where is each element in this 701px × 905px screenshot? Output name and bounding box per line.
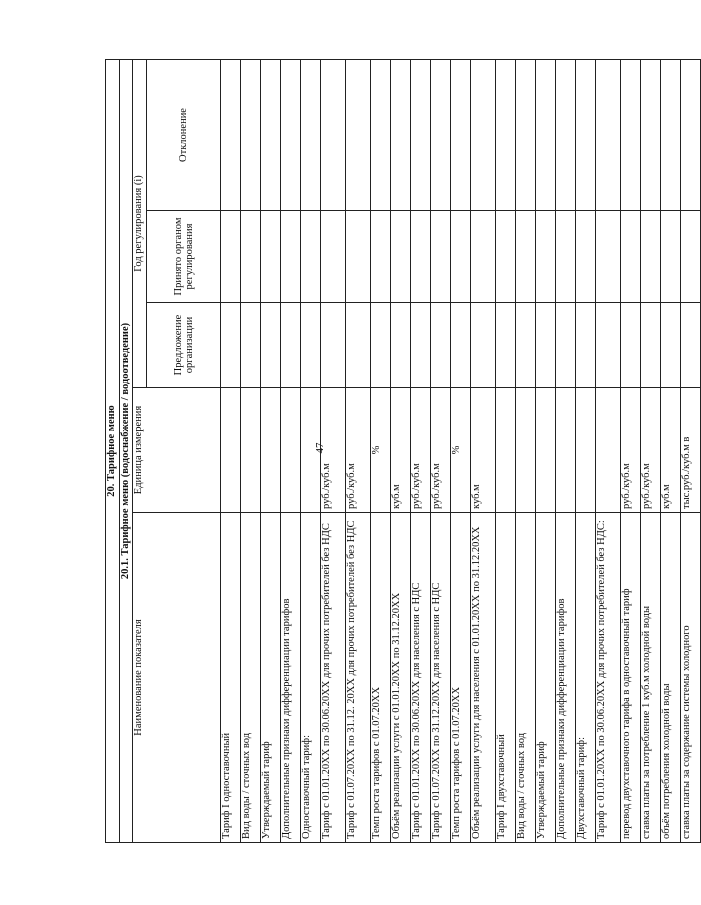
row-unit: руб./куб.м	[346, 388, 371, 513]
row-unit: куб.м	[661, 388, 681, 513]
row-proposal	[576, 303, 596, 388]
row-name: Вид воды / сточных вод	[516, 513, 536, 843]
row-accepted	[641, 211, 661, 303]
row-unit: тыс.руб./куб.м в	[681, 388, 701, 513]
row-accepted	[346, 211, 371, 303]
table-row	[221, 59, 241, 842]
row-accepted	[681, 211, 701, 303]
row-unit	[261, 388, 281, 513]
table-row	[536, 59, 556, 842]
row-proposal	[261, 303, 281, 388]
table-row	[556, 59, 576, 842]
header-accepted: Принято органом регулирования	[147, 211, 221, 303]
table-row	[241, 59, 261, 842]
table-row	[431, 59, 451, 842]
row-deviation	[321, 59, 346, 210]
row-name: Утверждаемый тариф	[536, 513, 556, 843]
row-deviation	[471, 59, 496, 210]
row-proposal	[346, 303, 371, 388]
row-deviation	[261, 59, 281, 210]
row-deviation	[411, 59, 431, 210]
row-accepted	[261, 211, 281, 303]
row-proposal	[471, 303, 496, 388]
row-deviation	[641, 59, 661, 210]
row-unit: руб./куб.м	[431, 388, 451, 513]
row-accepted	[596, 211, 621, 303]
row-accepted	[221, 211, 241, 303]
row-unit	[301, 388, 321, 513]
row-unit: руб./куб.м	[621, 388, 641, 513]
row-name: Объём реализации услуги с 01.01.20ХХ по 31.12.20ХХ	[391, 513, 411, 843]
table-row	[641, 59, 661, 842]
row-accepted	[576, 211, 596, 303]
row-deviation	[621, 59, 641, 210]
row-deviation	[681, 59, 701, 210]
row-deviation	[556, 59, 576, 210]
row-name: Темп роста тарифов с 01.07.20ХХ	[451, 513, 471, 843]
row-proposal	[516, 303, 536, 388]
row-name: объём потребления холодной воды	[661, 513, 681, 843]
table-row	[576, 59, 596, 842]
row-name: ставка платы за потребление 1 куб.м холодной воды	[641, 513, 661, 843]
row-unit	[516, 388, 536, 513]
row-deviation	[576, 59, 596, 210]
row-unit: руб./куб.м	[321, 388, 346, 513]
row-accepted	[391, 211, 411, 303]
row-deviation	[221, 59, 241, 210]
row-proposal	[301, 303, 321, 388]
table-row	[261, 59, 281, 842]
row-deviation	[281, 59, 301, 210]
row-name: Тариф I одноставочный	[221, 513, 241, 843]
row-name: Темп роста тарифов с 01.07.20ХХ	[371, 513, 391, 843]
row-proposal	[536, 303, 556, 388]
row-deviation	[241, 59, 261, 210]
row-accepted	[451, 211, 471, 303]
row-name: перевод двухставочного тарифа в одноставочный тариф	[621, 513, 641, 843]
row-proposal	[321, 303, 346, 388]
row-accepted	[241, 211, 261, 303]
row-proposal	[496, 303, 516, 388]
table-row	[661, 59, 681, 842]
row-accepted	[411, 211, 431, 303]
row-unit: руб./куб.м	[411, 388, 431, 513]
row-accepted	[431, 211, 451, 303]
row-deviation	[346, 59, 371, 210]
table-row	[391, 59, 411, 842]
table-row	[281, 59, 301, 842]
table-row	[371, 59, 391, 842]
header-deviation: Отклонение	[147, 59, 221, 210]
row-deviation	[496, 59, 516, 210]
row-proposal	[391, 303, 411, 388]
row-proposal	[431, 303, 451, 388]
row-proposal	[641, 303, 661, 388]
table-subtitle: 20.1. Тарифное меню (водоснабжение / водоотведение)	[120, 59, 133, 842]
row-unit	[221, 388, 241, 513]
row-proposal	[661, 303, 681, 388]
row-deviation	[431, 59, 451, 210]
row-deviation	[391, 59, 411, 210]
row-name: Дополнительные признаки дифференциации тарифов	[281, 513, 301, 843]
row-unit: куб.м	[391, 388, 411, 513]
row-name: Одноставочный тариф:	[301, 513, 321, 843]
row-name: Тариф I двухставочный	[496, 513, 516, 843]
row-deviation	[301, 59, 321, 210]
table-row	[346, 59, 371, 842]
table-title: 20. Тарифное меню	[106, 59, 120, 842]
row-name: Дополнительные признаки дифференциации тарифов	[556, 513, 576, 843]
tariff-menu-table	[105, 59, 701, 843]
header-proposal: Предложение организации	[147, 303, 221, 388]
row-name: Тариф с 01.01.20ХХ по 30.06.20ХХ для прочих потребителей без НДС	[321, 513, 346, 843]
row-deviation	[451, 59, 471, 210]
row-name: Вид воды / сточных вод	[241, 513, 261, 843]
row-proposal	[411, 303, 431, 388]
row-unit: руб./куб.м	[641, 388, 661, 513]
row-proposal	[281, 303, 301, 388]
row-proposal	[221, 303, 241, 388]
row-deviation	[536, 59, 556, 210]
row-unit	[556, 388, 576, 513]
table-row	[301, 59, 321, 842]
table-row	[411, 59, 431, 842]
row-accepted	[621, 211, 641, 303]
row-proposal	[241, 303, 261, 388]
row-unit: куб.м	[471, 388, 496, 513]
row-proposal	[451, 303, 471, 388]
row-name: Тариф с 01.07.20ХХ по 31.12.20ХХ для населения с НДС	[431, 513, 451, 843]
table-row	[471, 59, 496, 842]
table-row	[516, 59, 536, 842]
header-unit: Единица измерения	[133, 388, 221, 513]
tariff-menu-table-rotated	[105, 60, 692, 843]
row-name: ставка платы за содержание системы холодного	[681, 513, 701, 843]
row-deviation	[371, 59, 391, 210]
row-name: Тариф с 01.07.20ХХ по 31.12. 20ХХ для прочих потребителей без НДС	[346, 513, 371, 843]
table-row	[321, 59, 346, 842]
row-accepted	[321, 211, 346, 303]
row-accepted	[516, 211, 536, 303]
row-accepted	[661, 211, 681, 303]
row-name: Тариф с 01.01.20ХХ по 30.06.20ХХ для прочих потребителей без НДС:	[596, 513, 621, 843]
row-accepted	[536, 211, 556, 303]
row-unit	[576, 388, 596, 513]
table-row	[496, 59, 516, 842]
row-deviation	[516, 59, 536, 210]
row-deviation	[661, 59, 681, 210]
row-name: Утверждаемый тариф	[261, 513, 281, 843]
row-proposal	[621, 303, 641, 388]
row-accepted	[371, 211, 391, 303]
row-proposal	[681, 303, 701, 388]
row-unit	[241, 388, 261, 513]
table-row	[451, 59, 471, 842]
row-name: Двухставочный тариф:	[576, 513, 596, 843]
row-unit	[496, 388, 516, 513]
row-deviation	[596, 59, 621, 210]
table-row	[681, 59, 701, 842]
row-proposal	[556, 303, 576, 388]
row-unit: %	[371, 388, 391, 513]
row-proposal	[371, 303, 391, 388]
table-row	[596, 59, 621, 842]
row-unit	[596, 388, 621, 513]
row-name: Объём реализации услуги для населения с 01.01.20ХХ по 31.12.20ХХ	[471, 513, 496, 843]
row-name: Тариф с 01.01.20ХХ по 30.06.20ХХ для населения с НДС	[411, 513, 431, 843]
row-accepted	[301, 211, 321, 303]
header-year: Год регулирования (i)	[133, 59, 147, 387]
row-accepted	[496, 211, 516, 303]
table-row	[621, 59, 641, 842]
row-unit	[536, 388, 556, 513]
row-unit	[281, 388, 301, 513]
row-accepted	[471, 211, 496, 303]
row-accepted	[281, 211, 301, 303]
header-name: Наименование показателя	[133, 513, 221, 843]
row-proposal	[596, 303, 621, 388]
row-accepted	[556, 211, 576, 303]
page-number: 47	[314, 442, 326, 454]
row-unit: %	[451, 388, 471, 513]
